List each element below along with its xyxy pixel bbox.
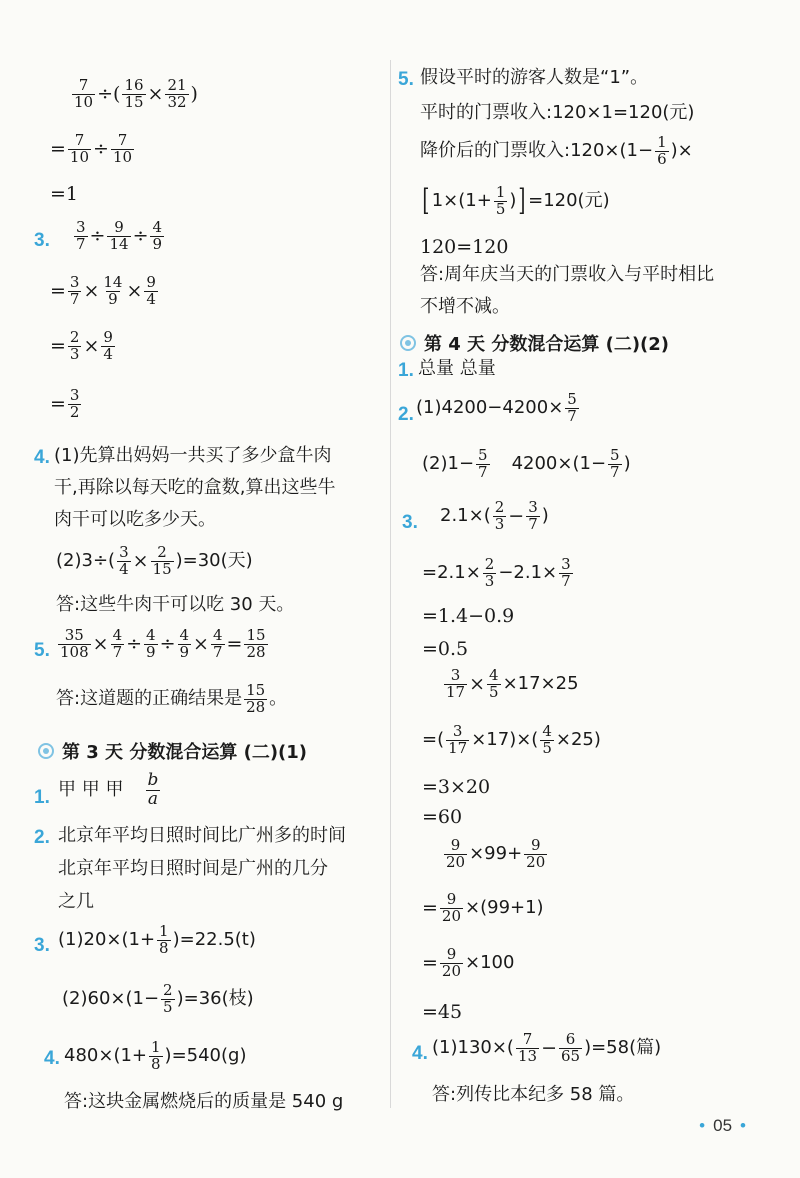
denominator: 20 [441, 906, 462, 925]
numerator: 2 [484, 555, 495, 573]
expr-text: 2.1×( [440, 505, 491, 527]
expr-line [442, 838, 549, 871]
text-line: (1)先算出妈妈一共买了多少盒牛肉 [54, 445, 332, 466]
expr-text: ×17)×( [471, 729, 539, 751]
expr-text: =120(元) [528, 190, 610, 212]
answer-line: 总量 总量 [418, 358, 496, 379]
section-title: 第 3 天 分数混合运算 (二)(1) [62, 742, 308, 763]
denominator: 8 [151, 1054, 161, 1073]
denominator: 10 [74, 92, 94, 111]
denominator: 108 [60, 642, 89, 661]
denominator: 4 [119, 559, 129, 578]
expr-text: 降价后的门票收入:120×(1− [420, 140, 654, 162]
text-line: 平时的门票收入:120×1=120(元) [420, 102, 695, 123]
denominator: 7 [212, 642, 223, 661]
denominator: 7 [528, 514, 538, 533]
page-number [691, 1116, 754, 1136]
numerator: 4 [542, 722, 552, 740]
denominator: 7 [561, 571, 571, 590]
denominator: 5 [489, 682, 499, 701]
numerator: 9 [450, 836, 461, 854]
question-number: 5. [34, 640, 50, 661]
answer-text: 。 [269, 688, 288, 710]
numerator: 3 [69, 386, 80, 404]
expr-line [72, 220, 166, 253]
denominator: 7 [69, 289, 80, 308]
denominator: 14 [109, 234, 129, 253]
expr-line [62, 983, 254, 1016]
expr-text: 480×(1+ [64, 1045, 147, 1067]
expr-text: ×17×25 [502, 673, 579, 695]
numerator: 9 [446, 890, 457, 908]
expr-line [432, 1032, 661, 1065]
numerator: 3 [528, 498, 538, 516]
expr-line: =1 [50, 183, 79, 205]
operator: − [541, 1036, 557, 1059]
expr-line [50, 275, 160, 308]
text-line: 肉干可以吃多少天。 [54, 509, 216, 530]
denominator: 7 [112, 642, 123, 661]
denominator: 32 [167, 92, 187, 111]
denominator: 20 [446, 852, 466, 871]
expr-text: −2.1× [498, 562, 558, 584]
denominator: 20 [526, 852, 546, 871]
operator: × [193, 632, 209, 655]
numerator: 5 [567, 390, 577, 408]
denominator: 10 [69, 147, 90, 166]
expr-line [416, 392, 581, 425]
denominator: 10 [112, 147, 133, 166]
answer-line: 答:列传比本纪多 58 篇。 [432, 1084, 635, 1105]
numerator: 4 [112, 626, 123, 644]
answer-text: 答:这道题的正确结果是 [56, 688, 243, 710]
bracket: [ [422, 183, 430, 219]
circle-bullet-icon [400, 335, 416, 351]
section-heading-day3 [38, 738, 307, 764]
operator: × [147, 82, 164, 105]
denominator: 9 [146, 642, 156, 661]
numerator: b [147, 770, 159, 790]
denominator: 17 [446, 682, 466, 701]
numerator: 2 [163, 981, 173, 999]
expr-line [58, 924, 256, 957]
expr-text: )=36(枝) [176, 988, 254, 1010]
numerator: 7 [117, 131, 128, 149]
text-line: 北京年平均日照时间是广州的几分 [58, 858, 328, 879]
text-line: 干,再除以每天吃的盒数,算出这些牛 [54, 477, 336, 498]
column-divider [390, 60, 391, 1108]
expr-text: )× [670, 140, 693, 162]
numerator: 15 [246, 681, 266, 699]
answer-line [58, 772, 162, 809]
numerator: 3 [69, 273, 80, 291]
operator: = [422, 951, 438, 974]
operator: × [469, 672, 486, 695]
numerator: 4 [212, 626, 223, 644]
operator: × [132, 549, 149, 572]
denominator: 2 [69, 402, 80, 421]
denominator: a [147, 788, 158, 809]
expr-text: )=58(篇) [584, 1037, 662, 1059]
numerator: 4 [489, 666, 499, 684]
page-number-text: 05 [713, 1116, 733, 1135]
expr-text: ) [541, 505, 549, 527]
denominator: 4 [146, 289, 156, 308]
denominator: 28 [246, 697, 266, 716]
denominator: 13 [517, 1046, 538, 1065]
expr-text: )=540(g) [164, 1045, 247, 1067]
numerator: 7 [78, 76, 89, 94]
numerator: 4 [146, 626, 156, 644]
expr-text: 1×(1+ [431, 190, 492, 212]
numerator: 2 [157, 543, 167, 561]
numerator: 35 [64, 626, 84, 644]
answer-line: 答:这块金属燃烧后的质量是 540 g [64, 1091, 344, 1112]
dot-icon: • [699, 1116, 706, 1135]
expr-line [56, 545, 253, 578]
numerator: 6 [565, 1030, 576, 1048]
question-number: 2. [398, 404, 414, 425]
expr-text: (1)4200−4200× [416, 397, 564, 419]
denominator: 28 [246, 642, 266, 661]
denominator: 4 [103, 344, 113, 363]
expr-text: ×(99+1) [465, 897, 544, 919]
denominator: 7 [76, 234, 86, 253]
answer-line: 不增不减。 [420, 296, 510, 317]
denominator: 5 [495, 199, 506, 218]
denominator: 9 [179, 642, 190, 661]
numerator: 7 [74, 131, 85, 149]
expr-line: =60 [422, 806, 463, 828]
question-number: 4. [412, 1043, 428, 1064]
expr-line [422, 557, 575, 590]
numerator: 16 [124, 76, 144, 94]
expr-text: ×100 [465, 952, 515, 974]
operator: ÷( [97, 82, 121, 105]
operator: = [50, 137, 66, 160]
operator: × [83, 334, 100, 357]
numerator: 3 [450, 666, 461, 684]
numerator: 9 [530, 836, 541, 854]
expr-text: )=22.5(t) [172, 929, 256, 951]
expr-line [422, 947, 514, 980]
operator: ÷ [93, 137, 109, 160]
answer-line: 答:周年庆当天的门票收入与平时相比 [420, 264, 715, 285]
numerator: 9 [103, 328, 113, 346]
question-number: 1. [398, 360, 414, 381]
question-number: 1. [34, 787, 50, 808]
numerator: 4 [152, 218, 163, 236]
denominator: 65 [560, 1046, 581, 1065]
expr-text: (2)1− [422, 453, 475, 475]
numerator: 7 [522, 1030, 533, 1048]
numerator: 1 [495, 183, 506, 201]
expr-text: ) [509, 190, 517, 212]
numerator: 4 [179, 626, 190, 644]
text-line: 假设平时的游客人数是“1”。 [420, 67, 649, 88]
numerator: 14 [103, 273, 123, 291]
numerator: 5 [610, 446, 620, 464]
denominator: 3 [69, 344, 80, 363]
expr-text: (2)60×(1− [62, 988, 160, 1010]
numerator: 5 [478, 446, 488, 464]
operator: − [508, 504, 525, 527]
bracket: ] [518, 183, 526, 219]
denominator: 9 [152, 234, 163, 253]
answer-text: 甲 甲 甲 [58, 779, 124, 801]
answer-line: 答:这些牛肉干可以吃 30 天。 [56, 594, 295, 615]
denominator: 9 [108, 289, 118, 308]
answer-line [56, 683, 287, 716]
expr-text: (1)130×( [432, 1037, 514, 1059]
operator: ÷ [132, 224, 149, 247]
question-number: 3. [402, 512, 418, 533]
expr-text: ×99+ [469, 843, 523, 865]
denominator: 3 [494, 514, 505, 533]
expr-line [420, 185, 610, 218]
expr-line [420, 135, 693, 168]
expr-line [70, 78, 198, 111]
expr-line [422, 448, 631, 481]
expr-line [440, 500, 549, 533]
numerator: 3 [561, 555, 571, 573]
numerator: 2 [494, 498, 505, 516]
denominator: 8 [159, 938, 169, 957]
numerator: 9 [114, 218, 124, 236]
question-number: 3. [34, 935, 50, 956]
expr-line: 120=120 [420, 236, 509, 258]
operator: ÷ [126, 632, 143, 655]
denominator: 6 [657, 149, 667, 168]
expr-text: )=30(天) [175, 550, 253, 572]
numerator: 3 [76, 218, 86, 236]
question-number: 5. [398, 69, 414, 90]
question-number: 4. [34, 447, 50, 468]
text-line: 北京年平均日照时间比广州多的时间 [58, 825, 346, 846]
expr-line [64, 1040, 246, 1073]
expr-text: =( [422, 729, 445, 751]
denominator: 3 [484, 571, 495, 590]
expr-line [50, 330, 117, 363]
numerator: 2 [69, 328, 80, 346]
question-number: 4. [44, 1048, 60, 1069]
expr-text: 4200×(1− [511, 453, 607, 475]
question-number: 2. [34, 827, 50, 848]
operator: ÷ [159, 632, 176, 655]
numerator: 1 [159, 922, 169, 940]
operator: × [83, 279, 100, 302]
section-title: 第 4 天 分数混合运算 (二)(2) [424, 334, 670, 355]
question-number: 3. [34, 230, 50, 251]
numerator: 1 [151, 1038, 161, 1056]
operator: = [226, 632, 243, 655]
operator: × [126, 279, 143, 302]
numerator: 21 [167, 76, 187, 94]
denominator: 7 [610, 462, 620, 481]
denominator: 5 [542, 738, 552, 757]
denominator: 5 [163, 997, 173, 1016]
numerator: 3 [452, 722, 463, 740]
dot-icon: • [740, 1116, 746, 1135]
expr-line [56, 628, 270, 661]
expr-text: ) [623, 453, 631, 475]
operator: = [50, 279, 66, 302]
expr-text: (1)20×(1+ [58, 929, 156, 951]
operator: = [50, 392, 66, 415]
operator: ÷ [89, 224, 106, 247]
operator: = [50, 334, 66, 357]
operator: × [92, 632, 109, 655]
numerator: 3 [119, 543, 129, 561]
circle-bullet-icon [38, 743, 54, 759]
denominator: 15 [124, 92, 144, 111]
numerator: 9 [146, 273, 156, 291]
numerator: 9 [446, 945, 457, 963]
expr-line: =45 [422, 1001, 463, 1023]
expr-line: =0.5 [422, 638, 469, 660]
expr-line [50, 388, 83, 421]
denominator: 20 [441, 961, 462, 980]
expr-text: =2.1× [422, 562, 481, 584]
expr-text: ×25) [555, 729, 601, 751]
operator: ) [190, 82, 198, 105]
expr-line [422, 724, 601, 757]
section-heading-day4 [400, 330, 669, 356]
denominator: 7 [567, 406, 577, 425]
operator: = [422, 896, 438, 919]
expr-text: (2)3÷( [56, 550, 116, 572]
expr-line [422, 892, 544, 925]
denominator: 7 [478, 462, 488, 481]
expr-line [442, 668, 579, 701]
expr-line: =3×20 [422, 776, 491, 798]
denominator: 15 [152, 559, 172, 578]
text-line: 之几 [58, 891, 94, 912]
denominator: 17 [448, 738, 468, 757]
expr-line [50, 133, 136, 166]
numerator: 1 [657, 133, 667, 151]
numerator: 15 [246, 626, 266, 644]
expr-line: =1.4−0.9 [422, 605, 515, 627]
